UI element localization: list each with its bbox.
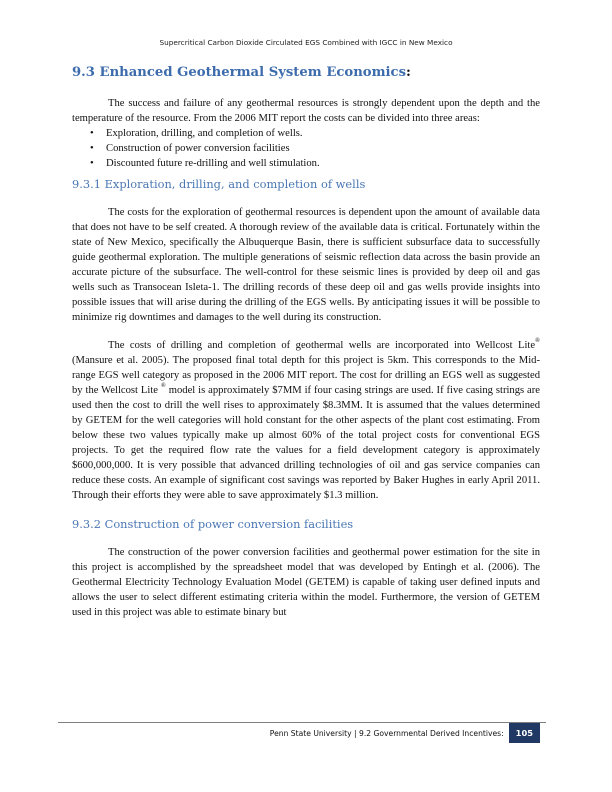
section-heading-colon: : — [406, 65, 411, 80]
running-header: Supercritical Carbon Dioxide Circulated EGS Combined with IGCC in New Mexico — [159, 38, 453, 47]
power-conversion-paragraph: The construction of the power conversion facilities and geothermal power estimation for the site in this project is accomplished by the spreadsheet model that was developed by Entingh et al. (2006). The Geothermal Electricity Technology Evaluation Model (GETEM) is capable of taking user defined inputs and allows the user to select different estimating criteria within the model. Furthermore, the version of GETEM used in this project was able to estimate binary but — [72, 547, 540, 618]
intro-paragraph: The success and failure of any geothermal resources is strongly dependent upon the depth and the temperature of the resource. From the 2006 MIT report the costs can be divided into three areas: — [72, 98, 540, 124]
list-item — [90, 141, 540, 156]
paragraph-text-part: (Mansure et al. 2005). The proposed final total depth for this project is 5km. This corresponds to the Mid-range EGS well category as proposed in the 2006 MIT report. The cost for drilling an EGS well as suggested by the Wellcost Lite — [72, 355, 540, 396]
cost-areas-list — [72, 126, 540, 171]
page-number-badge: 105 — [509, 723, 540, 743]
registered-mark: ® — [160, 382, 166, 390]
bullet-icon: • — [90, 128, 94, 139]
paragraph-text-part: model is approximately $7MM if four casing strings are used. If five casing strings are used then the cost to drill the well rises to approximately $8.3MM. It is assumed that the values determined by GETEM for the well categories will hold constant for the other aspects of the plant cost estimating. From below these two values typically make up almost 60% of the total project costs for conventional EGS projects. To get the required flow rate the values for a field development category is approximately $600,000,000. It is very possible that advanced drilling technologies of oil and gas service companies can reduce these costs. An example of significant cost savings was reported by Baker Hughes in early April 2011. Through their efforts they were able to save approximately $1.3 million. — [72, 385, 540, 501]
list-item — [90, 126, 540, 141]
subsection-heading-power-conversion: 9.3.2 Construction of power conversion facilities — [72, 517, 354, 531]
paragraph-text-part: The costs of drilling and completion of geothermal wells are incorporated into Wellcost Lite — [108, 340, 536, 351]
list-item-text: Exploration, drilling, and completion of wells. — [106, 128, 303, 139]
list-item — [90, 156, 540, 171]
registered-mark: ® — [535, 337, 540, 345]
bullet-icon: • — [90, 143, 94, 154]
subsection-heading-exploration: 9.3.1 Exploration, drilling, and completion of wells — [72, 177, 366, 191]
footer-text: Penn State University | 9.2 Governmental Derived Incentives: — [269, 728, 504, 738]
section-heading — [72, 64, 540, 82]
page-footer — [270, 723, 540, 743]
exploration-paragraph: The costs for the exploration of geothermal resources is dependent upon the amount of available data that does not have to be self created. A thorough review of the available data is critical. Fortunately within the state of New Mexico, specifically the Albuquerque Basin, there is sufficient subsurface data to successfully guide geothermal exploration. The multiple generations of seismic reflection data across the basin provide an accurate picture of the subsurface. The well-control for these seismic lines is provided by deep oil and gas wells such as Transocean Isleta-1. The drilling records of these deep oil and gas wells provide insights into possible issues that will arise during the drilling of the EGS wells. By anticipating issues it will be possible to minimize rig downtimes and damages to the well during its construction. — [72, 207, 540, 323]
list-item-text: Discounted future re-drilling and well stimulation. — [106, 158, 320, 169]
drilling-cost-paragraph — [72, 338, 540, 503]
bullet-icon: • — [90, 158, 94, 169]
section-heading-text: 9.3 Enhanced Geothermal System Economics — [72, 65, 407, 80]
list-item-text: Construction of power conversion facilities — [106, 143, 290, 154]
page-content — [72, 64, 540, 620]
